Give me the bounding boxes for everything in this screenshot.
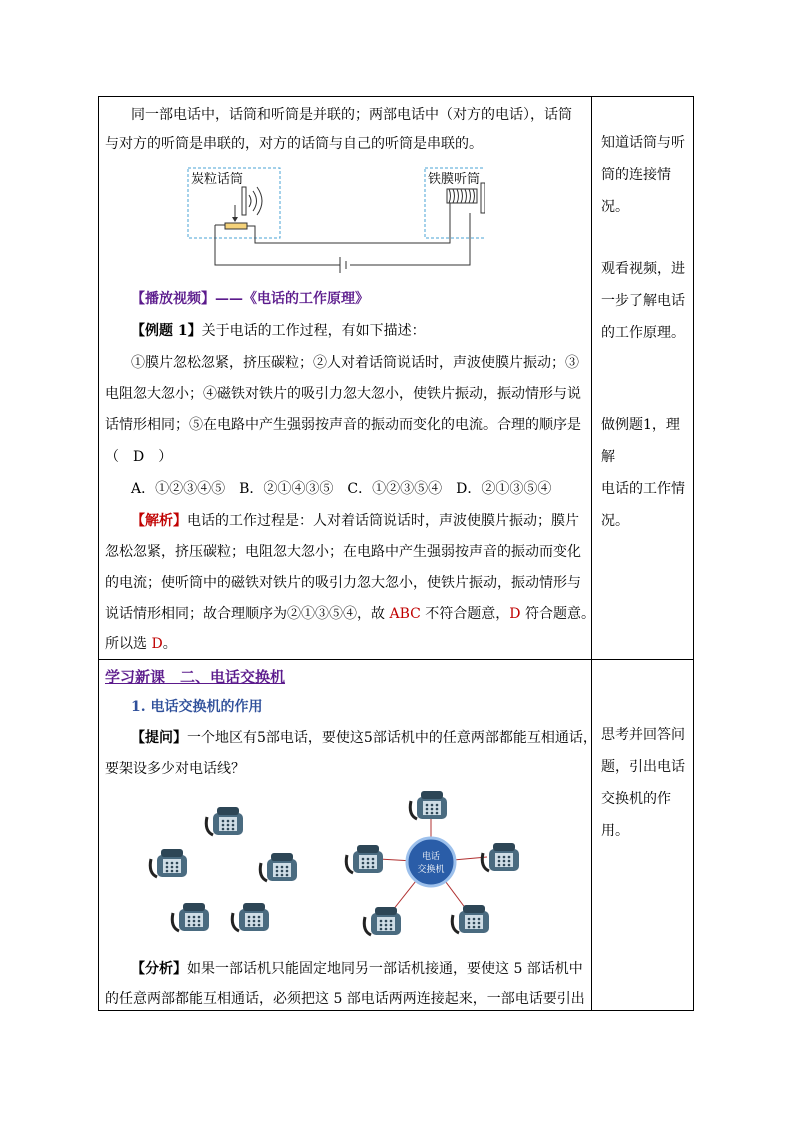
telephone-icon [232, 903, 269, 931]
side-note-line: 思考并回答问 [601, 727, 685, 743]
question-text: 一个地区有5部电话，要使这5部话机中的任意两部都能互相通话， [187, 730, 597, 746]
paragraph-line: 与对方的听筒是串联的，对方的话筒与自己的听筒是串联的。 [105, 136, 483, 152]
solution-text: 所以选 [105, 636, 152, 652]
telephone-icon [452, 905, 489, 933]
side-note-line: 交换机的作 [601, 791, 671, 807]
example-answer: （ D ） [105, 449, 173, 465]
side-note [601, 127, 689, 223]
side-note-line: 况。 [601, 513, 629, 529]
example-line: 电阻忽大忽小；④磁铁对铁片的吸引力忽大忽小，使铁片振动，振动情形与说 [105, 386, 581, 402]
solution-line [131, 511, 579, 531]
side-note-line: 一步了解电话 [601, 293, 685, 309]
telephone-circuit-diagram [185, 165, 485, 275]
example-line: ①膜片忽松忽紧，挤压碳粒；②人对着话筒说话时，声波使膜片振动；③ [131, 355, 579, 371]
solution-text: 电话的工作过程是：人对着话筒说话时，声波使膜片振动；膜片 [187, 513, 579, 529]
video-line [131, 289, 369, 309]
analysis-tag: 【分析】 [131, 961, 187, 977]
exchange-node [407, 838, 455, 886]
telephone-icon [260, 853, 297, 881]
exchange-label: 交换机 [417, 865, 445, 875]
analysis-line: 的任意两部都能互相通话，必须把这 5 部电话两两连接起来，一部电话要引出 [105, 991, 585, 1007]
solution-line [105, 604, 595, 624]
side-note-line: 知道话筒与听 [601, 135, 685, 151]
solution-line: 忽松忽紧，挤压碳粒；电阻忽大忽小；在电路中产生强弱按声音的振动而变化 [105, 544, 581, 560]
solution-text: 不符合题意， [420, 606, 510, 622]
side-note-line: 况。 [601, 199, 629, 215]
side-note-line: 筒的连接情 [601, 167, 671, 183]
subsection-heading: 1. 电话交换机的作用 [131, 699, 263, 715]
telephone-icon [410, 791, 447, 819]
side-note-line: 的工作原理。 [601, 325, 685, 341]
side-note-line: 电话的工作情 [601, 481, 685, 497]
solution-text: 。 [162, 636, 177, 652]
example-intro [131, 321, 426, 341]
solution-tag: 【解析】 [131, 513, 187, 529]
solution-highlight: D [151, 636, 163, 652]
side-note-line: 用。 [601, 823, 629, 839]
solution-line [105, 634, 177, 654]
video-tag: 【播放视频】 [131, 291, 215, 307]
solution-highlight: D [509, 606, 521, 622]
row-divider [99, 659, 693, 660]
side-note-line: 题，引出电话 [601, 759, 685, 775]
telephone-icon [482, 843, 519, 871]
side-note [601, 719, 689, 847]
side-note [601, 253, 689, 349]
video-title: ——《电话的工作原理》 [215, 291, 369, 307]
solution-text: 符合题意。 [520, 606, 595, 622]
solution-line: 的电流；使听筒中的磁铁对铁片的吸引力忽大忽小，使铁片振动，振动情形与 [105, 575, 581, 591]
exchange-label: 电话 [421, 852, 441, 862]
question-tag: 【提问】 [131, 730, 187, 746]
telephone-icon [364, 907, 401, 935]
carbon-mic-label: 炭粒话筒 [191, 172, 244, 187]
phones-diagram [139, 787, 539, 947]
side-note [601, 409, 689, 537]
analysis-text: 如果一部话机只能固定地同另一部话机接通，要使这 5 部话机中 [187, 961, 583, 977]
lesson-table [98, 96, 694, 1011]
section-heading: 学习新课 二、电话交换机 [105, 668, 286, 686]
telephone-icon [206, 807, 243, 835]
side-note-line: 做例题1，理解 [601, 417, 680, 465]
paragraph-line: 同一部电话中，话筒和听筒是并联的；两部电话中（对方的电话），话筒 [131, 107, 572, 123]
side-note-line: 观看视频，进 [601, 261, 685, 277]
example-line: 话情形相同；⑤在电路中产生强弱按声音的振动而变化的电流。合理的顺序是 [105, 417, 581, 433]
telephone-icon [172, 903, 209, 931]
column-divider [591, 97, 592, 1010]
analysis-line [131, 959, 583, 979]
example-intro-text: 关于电话的工作过程，有如下描述： [201, 323, 426, 339]
iron-receiver-label: 铁膜听筒 [428, 172, 481, 187]
example-options: A．①②③④⑤ B．②①④③⑤ C．①②③⑤④ D．②①③⑤④ [131, 481, 552, 497]
telephone-icon [346, 845, 383, 873]
example-tag: 【例题 1】 [131, 323, 202, 339]
question-line: 要架设多少对电话线？ [105, 761, 245, 777]
solution-text: 说话情形相同；故合理顺序为②①③⑤④，故 [105, 606, 390, 622]
telephone-icon [150, 849, 187, 877]
question-line [131, 728, 597, 748]
solution-highlight: ABC [389, 606, 421, 622]
